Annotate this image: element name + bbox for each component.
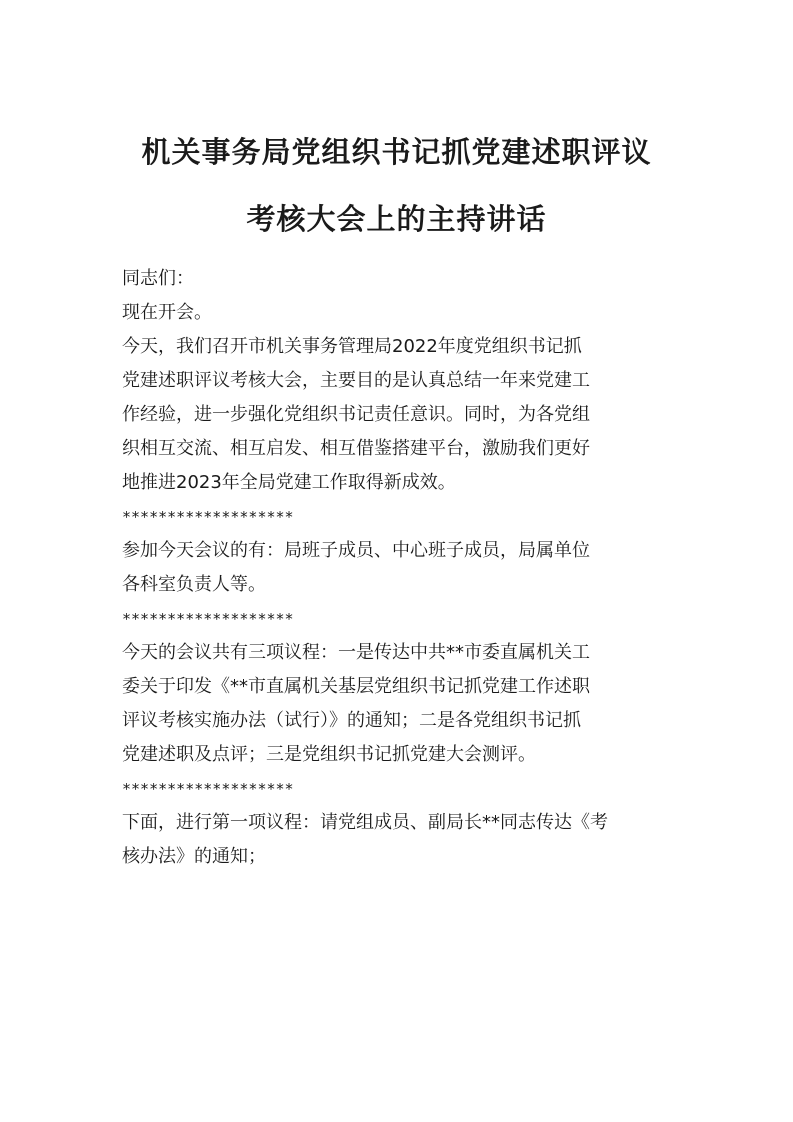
divider-stars: ******************* [122,780,294,798]
divider-stars: ******************* [122,508,294,526]
paragraph-line: 今天，我们召开市机关事务管理局2022年度党组织书记抓 [122,336,582,357]
paragraph-line: 委关于印发《**市直属机关基层党组织书记抓党建工作述职 [122,676,590,697]
paragraph [122,534,682,602]
paragraph [122,636,682,772]
paragraph-line: 今天的会议共有三项议程：一是传达中共**市委直属机关工 [122,642,590,663]
paragraph [122,806,682,874]
section-divider [122,500,682,534]
paragraph-line: 评议考核实施办法（试行）》的通知；二是各党组织书记抓 [122,710,581,731]
paragraph-line: 各科室负责人等。 [122,574,266,595]
paragraph-line: 下面，进行第一项议程：请党组成员、副局长**同志传达《考 [122,812,608,833]
divider-stars: ******************* [122,610,294,628]
document-body [122,262,682,874]
paragraph [122,262,682,296]
paragraph-line: 现在开会。 [122,302,212,323]
paragraph-line: 地推进2023年全局党建工作取得新成效。 [122,472,456,493]
paragraph [122,296,682,330]
paragraph-line: 作经验，进一步强化党组织书记责任意识。同时，为各党组 [122,404,590,425]
paragraph-line: 参加今天会议的有：局班子成员、中心班子成员，局属单位 [122,540,590,561]
paragraph-line: 党建述职及点评；三是党组织书记抓党建大会测评。 [122,744,536,765]
section-divider [122,772,682,806]
document-title-line-2: 考核大会上的主持讲话 [246,202,547,236]
paragraph-line: 同志们： [122,268,194,289]
paragraph-line: 核办法》的通知； [122,846,266,867]
paragraph-line: 党建述职评议考核大会，主要目的是认真总结一年来党建工 [122,370,590,391]
paragraph [122,330,682,500]
paragraph-line: 织相互交流、相互启发、相互借鉴搭建平台，激励我们更好 [122,438,590,459]
section-divider [122,602,682,636]
document-title-line-1: 机关事务局党组织书记抓党建述职评议 [141,135,652,169]
